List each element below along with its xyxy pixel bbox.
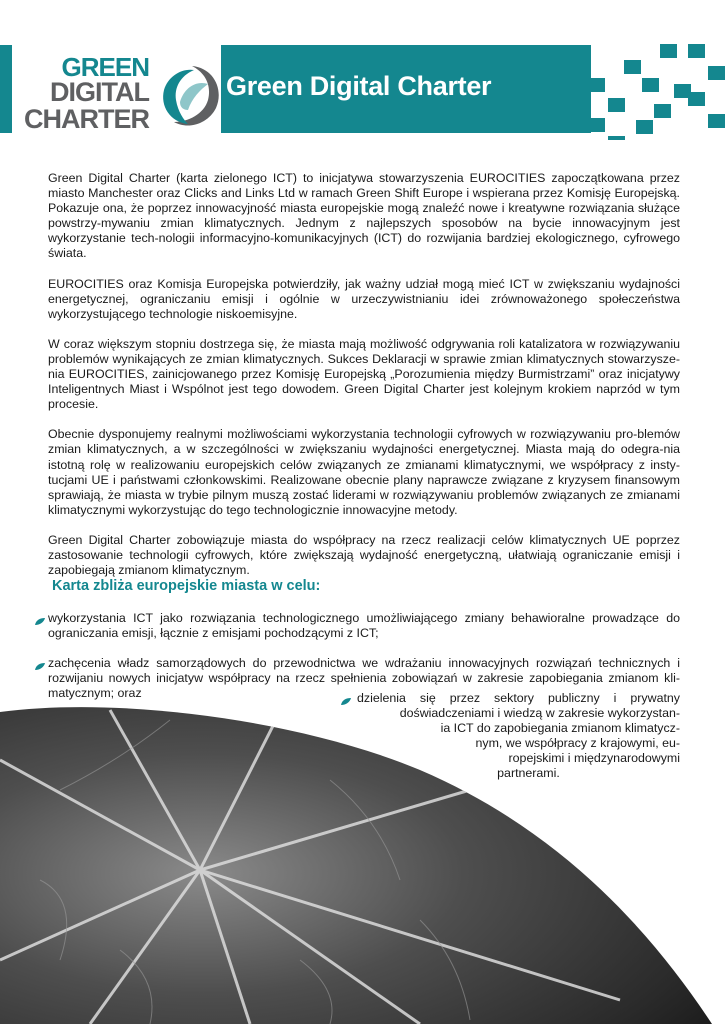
list-item-line: nym, we współpracy z krajowymi, eu- (475, 736, 680, 751)
page-title: Green Digital Charter (226, 71, 492, 101)
leaf-bullet-icon (34, 617, 46, 626)
logo-swirl-icon (158, 62, 222, 130)
logo (18, 54, 223, 134)
paragraph: EUROCITIES oraz Komisja Europejska potwierdziły, jak ważny udział mogą mieć ICT w zwiększaniu wydajności energetycznej, ograniczaniu emisji i ogólnie w urzeczywistnianiu idei zrównoważonego społeczeństwa wykorzystującego technologie niskoemisyjne. (48, 276, 680, 321)
logo-line-digital: DIGITAL (50, 77, 149, 107)
list-item: zachęcenia władz samorządowych do przewodnictwa we wdrażaniu innowacyjnych rozwiązań technicznych i rozwijaniu nowych inicjatyw współpracy na rzecz spełnienia zobowiązań w zakresie zapobiegania zmianom kli-matycznym; oraz (48, 656, 680, 701)
paragraph: Green Digital Charter zobowiązuje miasta do współpracy na rzecz realizacji celów klimatycznych UE poprzez zastosowanie technologii cyfrowych, które zwiększają wydajność energetyczną, ułatwiają ograniczanie emisji i zapobiegają zmianom klimatycznym. (48, 532, 680, 578)
paragraph: W coraz większym stopniu dostrzega się, że miasta mają możliwość odgrywania roli katalizatora w rozwiązywaniu problemów wynikających ze zmian klimatycznych. Sukces Deklaracji w sprawie zmian klimatycznych stowarzysze-nia EUROCITIES, zainicjowanego przez Komisję Europejską „Porozumienia między Burmistrzami” oraz inicjatywy Inteligentnych Miast i Wspólnot jest tego dowodem. Green Digital Charter jest kolejnym krokiem naprzód w tym procesie. (48, 336, 680, 412)
leaf-bullet-icon (340, 697, 352, 706)
list-item: wykorzystania ICT jako rozwiązania technologicznego umożliwiającego zmiany behawioralne prowadzące do ograniczania emisji, łącznie z emisjami pochodzącymi z ICT; (48, 611, 680, 641)
leaf-bullet-icon (34, 662, 46, 671)
list-item-line: doświadczeniami i wiedzą w zakresie wykorzystan- (399, 706, 680, 721)
list-item-line: dzielenia się przez sektory publiczny i prywatny (357, 691, 680, 705)
list-item (357, 691, 680, 782)
list-item-line: ropejskimi i międzynarodowymi (508, 751, 680, 766)
paragraph: Green Digital Charter (karta zielonego ICT) to inicjatywa stowarzyszenia EUROCITIES zapoczątkowana przez miasto Manchester oraz Clicks and Links Ltd w ramach Green Shift Europe i wspierana przez Komisję Europejską. Pokazuje ona, że poprzez innowacyjność miasta europejskie mogą znaleźć nowe i kreatywne rozwiązania służące powstrzy-mywaniu zmian klimatycznych. Jednym z najlepszych sposobów na bycie innowacyjnym jest wykorzystanie tech-nologii informacyjno-komunikacyjnych (ICT) do rozwijania bardziej ekologicznego, cyfrowego świata. (48, 171, 680, 261)
list-item-line: ia ICT do zapobiegania zmianom klimatycz- (440, 721, 680, 736)
body-text (48, 171, 680, 593)
left-accent-bar (0, 45, 12, 133)
logo-line-green: GREEN (61, 52, 149, 82)
pixel-squares-decoration (588, 40, 725, 140)
list-item-line: partnerami. (497, 766, 560, 781)
title-banner (221, 45, 591, 133)
section-title: Karta zbliża europejskie miasta w celu: (52, 578, 321, 594)
paragraph: Obecnie dysponujemy realnymi możliwościami wykorzystania technologii cyfrowych w rozwiązywaniu pro-blemów zmian klimatycznych, a w szczególności w zwiększaniu wydajności energetycznej. Miasta mają do odegra-nia istotną rolę w realizowaniu europejskich celów związanych ze zmianami klimatycznymi, we współpracy z insty-tucjami UE i państwami członkowskimi. Realizowane obecnie plany naprawcze związane z kryzysem finansowym sprawiają, że miasta w trybie pilnym muszą zostać liderami w rozwiązywaniu problemów związanych ze zmianami klimatycznymi wykorzystując do tego technologicznie innowacyjne metody. (48, 427, 680, 517)
logo-line-charter: CHARTER (24, 104, 149, 134)
